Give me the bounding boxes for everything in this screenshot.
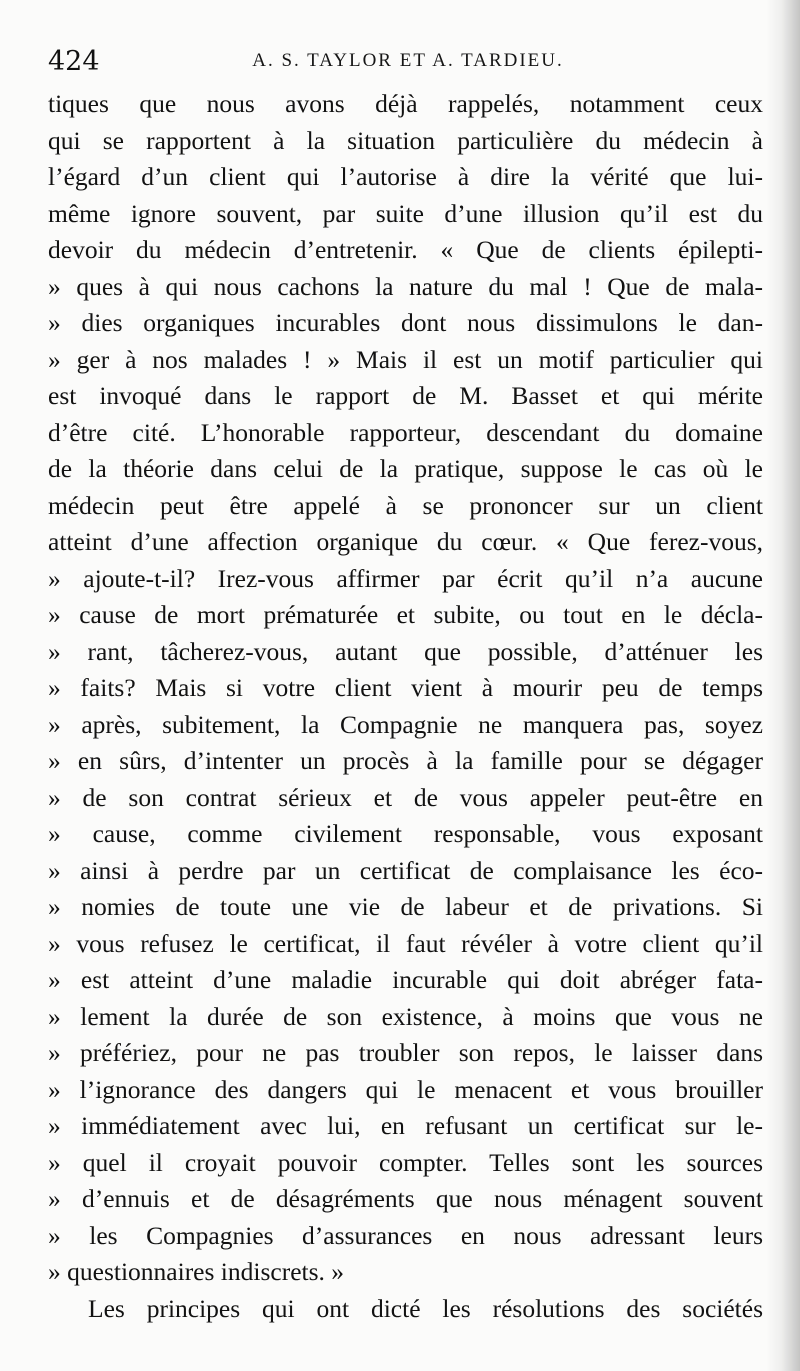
text-line: devoir du médecin d’entretenir. « Que de clients épilepti-: [48, 235, 763, 264]
text-line: d’être cité. L’honorable rapporteur, descendant du domaine: [48, 417, 763, 447]
text-line: » questionnaires indiscrets. »: [48, 1257, 345, 1286]
page-edge-shadow: [766, 0, 800, 1371]
text-line: » après, subitement, la Compagnie ne manquera pas, soyez: [48, 709, 763, 739]
text-line: médecin peut être appelé à se prononcer sur un client: [48, 490, 763, 520]
text-line: » préfériez, pour ne pas troubler son repos, le laisser dans: [48, 1038, 763, 1067]
text-line: » faits? Mais si votre client vient à mourir peu de temps: [48, 673, 763, 702]
text-line: » en sûrs, d’intenter un procès à la famille pour se dégager: [48, 746, 763, 775]
text-line: » immédiatement avec lui, en refusant un certificat sur le-: [48, 1111, 763, 1140]
text-line: même ignore souvent, par suite d’une illusion qu’il est du: [48, 198, 763, 228]
text-line: » les Compagnies d’assurances en nous adressant leurs: [48, 1220, 763, 1250]
text-line: qui se rapportent à la situation particulière du médecin à: [48, 125, 763, 155]
text-line: » ajoute-t-il? Irez-vous affirmer par écrit qu’il n’a aucune: [48, 563, 763, 593]
text-line: Les principes qui ont dicté les résolutions des sociétés: [88, 1293, 763, 1323]
text-line: tiques que nous avons déjà rappelés, notamment ceux: [48, 89, 763, 118]
text-line: » vous refusez le certificat, il faut révéler à votre client qu’il: [48, 928, 763, 958]
text-line: » d’ennuis et de désagréments que nous ménagent souvent: [48, 1184, 763, 1213]
page-header: [48, 42, 768, 82]
text-line: » ainsi à perdre par un certificat de complaisance les éco-: [48, 855, 763, 885]
page-number: 424: [48, 46, 100, 77]
text-line: l’égard d’un client qui l’autorise à dire la vérité que lui-: [48, 162, 763, 191]
body-text: [48, 86, 763, 1327]
text-line: » l’ignorance des dangers qui le menacent et vous brouiller: [48, 1074, 763, 1104]
text-line: » ques à qui nous cachons la nature du mal ! Que de mala-: [48, 271, 763, 301]
text-line: » quel il croyait pouvoir compter. Telles sont les sources: [48, 1147, 763, 1177]
text-line: » nomies de toute une vie de labeur et de privations. Si: [48, 892, 763, 921]
text-line: est invoqué dans le rapport de M. Basset et qui mérite: [48, 381, 763, 410]
text-line: » lement la durée de son existence, à moins que vous ne: [48, 1001, 763, 1031]
text-line: » est atteint d’une maladie incurable qui doit abréger fata-: [48, 965, 763, 994]
text-line: » cause de mort prématurée et subite, ou tout en le décla-: [48, 600, 763, 629]
text-line: atteint d’une affection organique du cœur. « Que ferez-vous,: [48, 527, 763, 556]
text-line: » dies organiques incurables dont nous dissimulons le dan-: [48, 308, 763, 337]
text-line: » rant, tâcherez-vous, autant que possible, d’atténuer les: [48, 636, 763, 666]
text-line: de la théorie dans celui de la pratique, suppose le cas où le: [48, 454, 763, 483]
text-line: » ger à nos malades ! » Mais il est un motif particulier qui: [48, 344, 763, 374]
text-line: » de son contrat sérieux et de vous appeler peut-être en: [48, 782, 763, 812]
text-line: » cause, comme civilement responsable, vous exposant: [48, 819, 763, 848]
running-head: A. S. TAYLOR ET A. TARDIEU.: [252, 50, 564, 71]
